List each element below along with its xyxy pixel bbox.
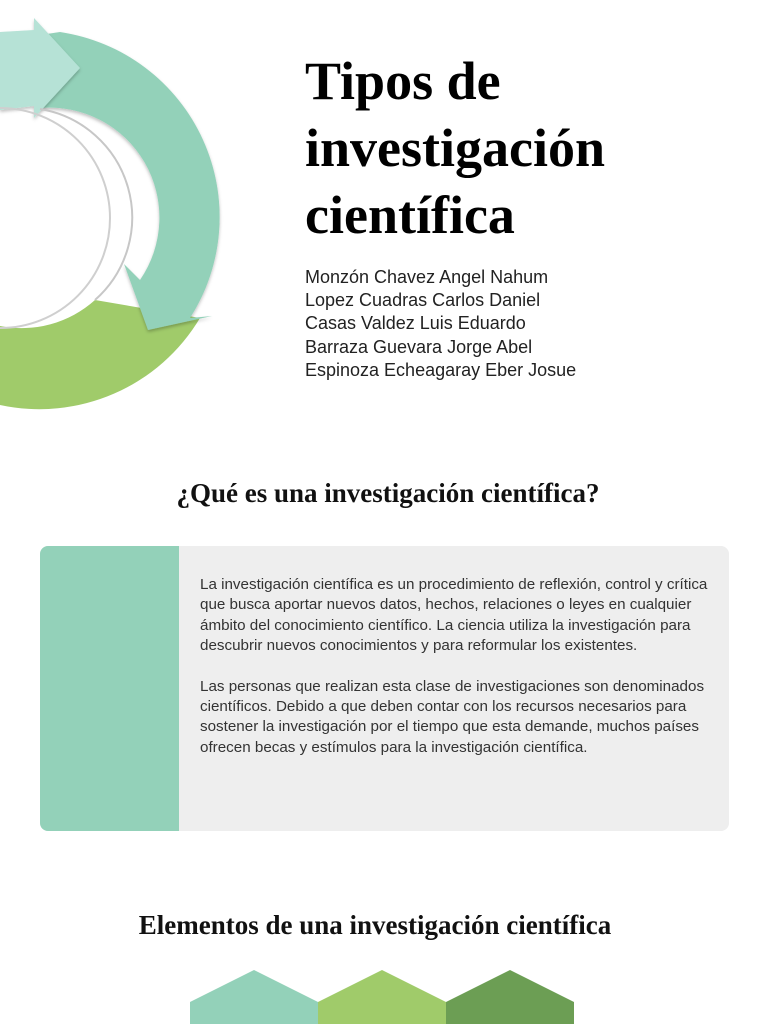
hexagon-mint	[190, 970, 318, 1024]
card-paragraph: Las personas que realizan esta clase de investigaciones son denominados científicos. Debido a que deben contar con los recursos necesarios para sostener la investigación por el tiempo que esta demande, muchos países ofrecen becas y estímulos para la investigación científica.	[200, 677, 705, 756]
card-paragraph: La investigación científica es un procedimiento de reflexión, control y crítica que busca aportar nuevos datos, hechos, relaciones o leyes en cualquier ámbito del conocimiento científico. La ciencia utiliza la investigación para descubrir nuevos conocimientos y para reformular los existentes.	[200, 576, 708, 655]
author-name: Espinoza Echeagaray Eber Josue	[305, 359, 577, 380]
cycle-inner-rim	[0, 108, 110, 328]
hexagon-dark-green	[446, 970, 574, 1024]
title-line: investigación	[305, 118, 606, 178]
cycle-arrows-graphic	[0, 0, 240, 420]
definition-card	[40, 546, 729, 831]
card-accent-bar	[40, 546, 179, 831]
elements-hexagon-row	[190, 970, 580, 1024]
cycle-inner-rim-right	[40, 109, 132, 300]
title-line: científica	[305, 185, 515, 245]
card-body	[200, 575, 712, 778]
section-heading-elements: Elementos de una investigación científica	[138, 910, 612, 940]
page-title	[305, 48, 745, 249]
author-list	[305, 266, 576, 382]
section-heading-definition: ¿Qué es una investigación científica?	[176, 478, 600, 508]
title-line: Tipos de	[305, 51, 501, 111]
author-name: Casas Valdez Luis Eduardo	[305, 313, 526, 334]
hexagon-green	[318, 970, 446, 1024]
author-name: Lopez Cuadras Carlos Daniel	[305, 290, 541, 311]
author-name: Barraza Guevara Jorge Abel	[305, 336, 533, 357]
author-name: Monzón Chavez Angel Nahum	[305, 267, 549, 287]
